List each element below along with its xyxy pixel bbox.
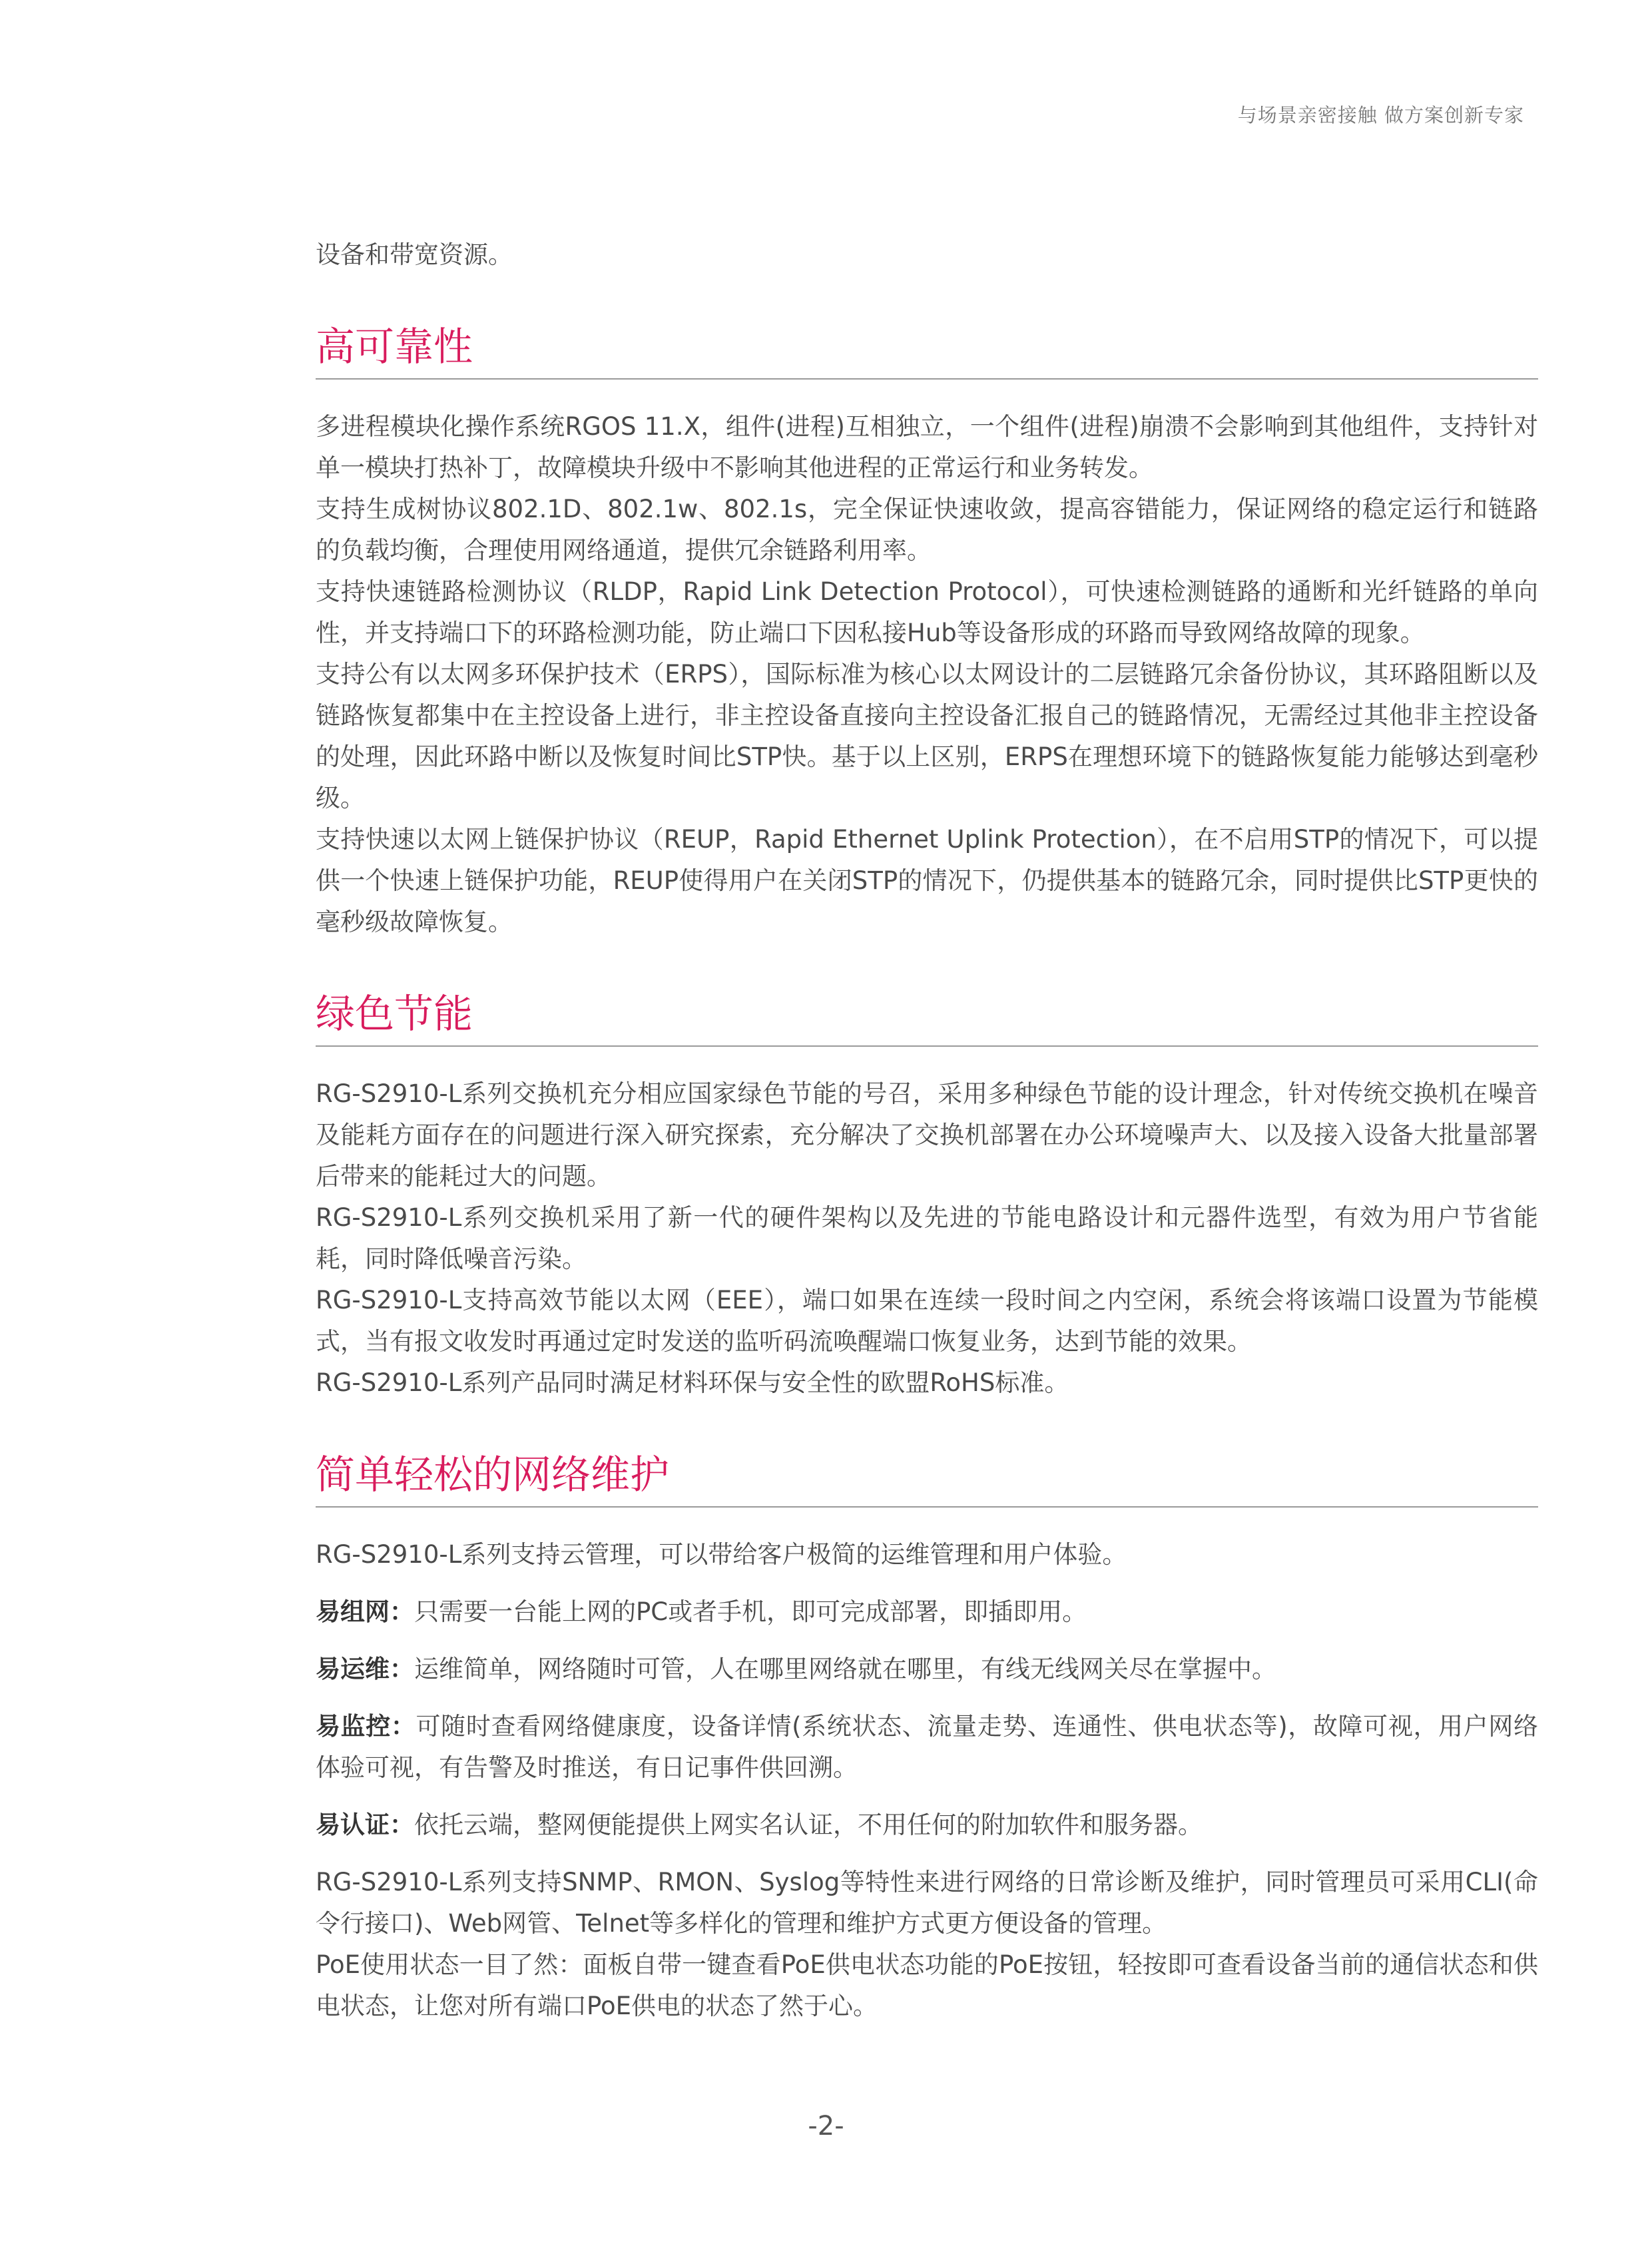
- maintenance-intro: RG-S2910-L系列支持云管理，可以带给客户极简的运维管理和用户体验。: [316, 1540, 1127, 1569]
- feature-label: 易监控：: [316, 1712, 416, 1741]
- reliability-paragraph: 支持公有以太网多环保护技术（ERPS），国际标准为核心以太网设计的二层链路冗余备份协议，其环路阻断以及链路恢复都集中在主控设备上进行，非主控设备直接向主控设备汇报自己的链路情况，无需经过其他非主控设备的处理，因此环路中断以及恢复时间比STP快。基于以上区别，ERPS在理想环境下的链路恢复能力能够达到毫秒级。: [316, 660, 1538, 812]
- feature-text: 可随时查看网络健康度，设备详情(系统状态、流量走势、连通性、供电状态等)，故障可视，用户网络体验可视，有告警及时推送，有日记事件供回溯。: [316, 1712, 1538, 1782]
- feature-item-easy-monitoring: [316, 1706, 1538, 1789]
- feature-label: 易认证：: [316, 1811, 414, 1839]
- page-number: -2-: [808, 2111, 844, 2141]
- feature-text: 运维简单，网络随时可管，人在哪里网络就在哪里，有线无线网关尽在掌握中。: [414, 1655, 1276, 1683]
- green-paragraph: RG-S2910-L系列交换机充分相应国家绿色节能的号召，采用多种绿色节能的设计理念，针对传统交换机在噪音及能耗方面存在的问题进行深入研究探索，充分解决了交换机部署在办公环境噪声大、以及接入设备大批量部署后带来的能耗过大的问题。: [316, 1079, 1538, 1191]
- section-title-reliability: 高可靠性: [316, 322, 1538, 380]
- header-tagline: 与场景亲密接触 做方案创新专家: [1237, 104, 1524, 127]
- maintenance-paragraph: RG-S2910-L系列支持SNMP、RMON、Syslog等特性来进行网络的日常诊断及维护，同时管理员可采用CLI(命令行接口)、Web网管、Telnet等多样化的管理和维护方式更方便设备的管理。: [316, 1868, 1538, 1938]
- reliability-paragraph: 支持生成树协议802.1D、802.1w、802.1s，完全保证快速收敛，提高容错能力，保证网络的稳定运行和链路的负载均衡，合理使用网络通道，提供冗余链路利用率。: [316, 495, 1538, 565]
- feature-item-easy-networking: [316, 1591, 1538, 1633]
- feature-label: 易运维：: [316, 1655, 414, 1683]
- green-paragraph: RG-S2910-L支持高效节能以太网（EEE），端口如果在连续一段时间之内空闲，系统会将该端口设置为节能模式，当有报文收发时再通过定时发送的监听码流唤醒端口恢复业务，达到节能的效果。: [316, 1286, 1538, 1356]
- section-title-maintenance: 简单轻松的网络维护: [316, 1450, 1538, 1508]
- feature-text: 只需要一台能上网的PC或者手机，即可完成部署，即插即用。: [414, 1597, 1087, 1626]
- green-paragraph: RG-S2910-L系列产品同时满足材料环保与安全性的欧盟RoHS标准。: [316, 1368, 1069, 1397]
- section-reliability: [316, 322, 1538, 943]
- document-body: [316, 234, 1538, 2027]
- intro-text: 设备和带宽资源。: [316, 240, 513, 269]
- feature-text: 依托云端，整网便能提供上网实名认证，不用任何的附加软件和服务器。: [414, 1811, 1203, 1839]
- feature-item-easy-operation: [316, 1649, 1538, 1690]
- green-paragraph: RG-S2910-L系列交换机采用了新一代的硬件架构以及先进的节能电路设计和元器件选型，有效为用户节省能耗，同时降低噪音污染。: [316, 1203, 1538, 1273]
- reliability-paragraph: 支持快速以太网上链保护协议（REUP，Rapid Ethernet Uplink Protection），在不启用STP的情况下，可以提供一个快速上链保护功能，REUP使得用户在关闭STP的情况下，仍提供基本的链路冗余，同时提供比STP更快的毫秒级故障恢复。: [316, 825, 1538, 936]
- section-title-green: 绿色节能: [316, 989, 1538, 1047]
- section-maintenance: [316, 1450, 1538, 2027]
- feature-label: 易组网：: [316, 1597, 414, 1626]
- feature-item-easy-authentication: [316, 1805, 1538, 1846]
- reliability-paragraph: 支持快速链路检测协议（RLDP，Rapid Link Detection Protocol），可快速检测链路的通断和光纤链路的单向性，并支持端口下的环路检测功能，防止端口下因私接Hub等设备形成的环路而导致网络故障的现象。: [316, 577, 1538, 647]
- reliability-paragraph: 多进程模块化操作系统RGOS 11.X，组件(进程)互相独立，一个组件(进程)崩溃不会影响到其他组件，支持针对单一模块打热补丁，故障模块升级中不影响其他进程的正常运行和业务转发。: [316, 412, 1538, 482]
- section-green: [316, 989, 1538, 1404]
- maintenance-paragraph: PoE使用状态一目了然：面板自带一键查看PoE供电状态功能的PoE按钮，轻按即可查看设备当前的通信状态和供电状态，让您对所有端口PoE供电的状态了然于心。: [316, 1950, 1538, 2020]
